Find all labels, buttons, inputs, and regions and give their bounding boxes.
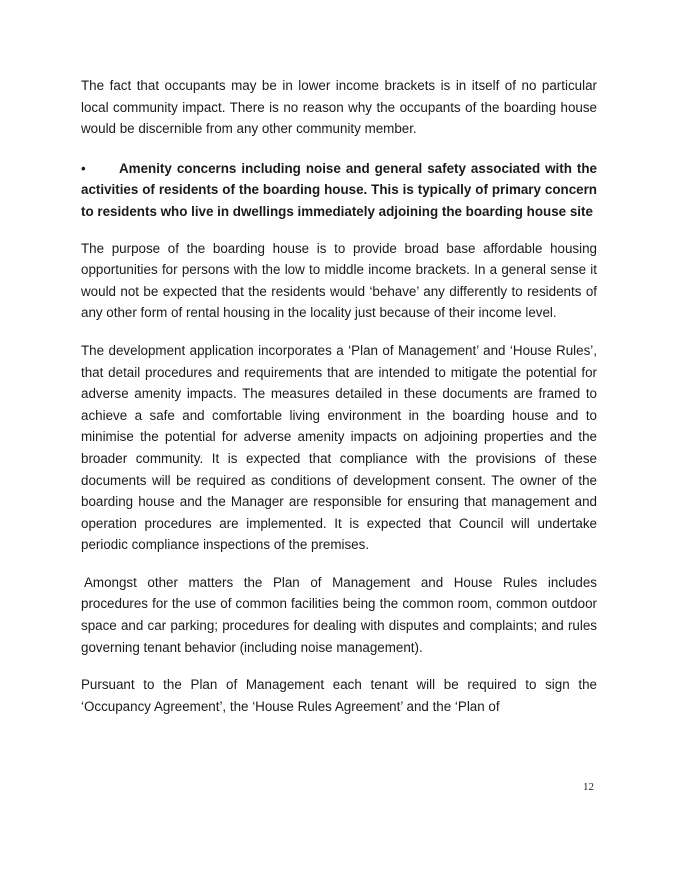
page-number: 12: [583, 781, 594, 793]
document-page: [81, 75, 597, 717]
paragraph-plan-of-management: The development application incorporates a ‘Plan of Management’ and ‘House Rules’, that detail procedures and requirements that are intended to mitigate the potential for adverse amenity impacts. The measures detailed in these documents are framed to achieve a safe and comfortable living environment in the boarding house and to minimise the potential for adverse amenity impacts on adjoining properties and the broader community. It is expected that compliance with the provisions of these documents will be required as conditions of development consent. The owner of the boarding house and the Manager are responsible for ensuring that management and operation procedures are implemented. It is expected that Council will undertake periodic compliance inspections of the premises.: [81, 342, 597, 553]
bullet-heading-text: Amenity concerns including noise and general safety associated with the activities of residents of the boarding house. This is typically of primary concern to residents who live in dwellings immediately adjoining the boarding house site: [81, 160, 597, 219]
bullet-icon: •: [81, 160, 86, 176]
paragraph-house-rules: Amongst other matters the Plan of Management and House Rules includes procedures for the use of common facilities being the common room, common outdoor space and car parking; procedures for dealing with disputes and complaints; and rules governing tenant behavior (including noise management).: [81, 574, 597, 655]
paragraph-purpose: The purpose of the boarding house is to provide broad base affordable housing opportunities for persons with the low to middle income brackets. In a general sense it would not be expected that the residents would ‘behave’ any differently to residents of any other form of rental housing in the locality just because of their income level.: [81, 240, 597, 321]
bullet-heading-amenity-concerns: [81, 158, 597, 223]
paragraph-occupants-income: The fact that occupants may be in lower income brackets is in itself of no particular local community impact. There is no reason why the occupants of the boarding house would be discernible from any other community member.: [81, 78, 597, 137]
paragraph-occupancy-agreement: Pursuant to the Plan of Management each tenant will be required to sign the ‘Occupancy Agreement’, the ‘House Rules Agreement’ and the ‘Plan of: [81, 677, 597, 714]
